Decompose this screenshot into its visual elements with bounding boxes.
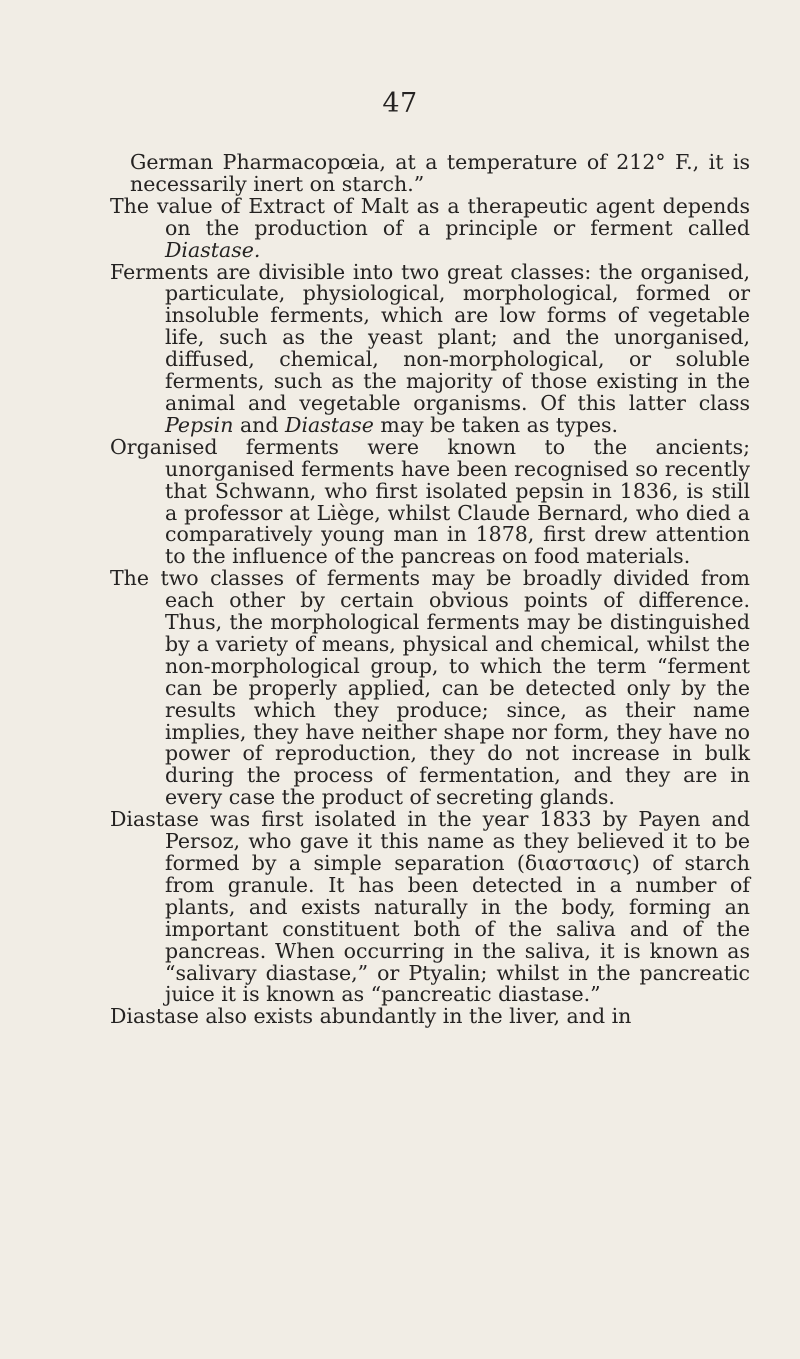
paragraph-text: Diastase was first isolated in the year 1833 by Payen and Persoz, who gave it this name as they believed it to be formed by a simple separation (διαστασις) of starch from granule. It has been detected in a number of plants, and exists naturally in the body, forming an important constituent both of the saliva and of the pancreas. When occurring in the saliva, it is known as “salivary diastase,” or Ptyalin; whilst in the pancreatic juice it is known as “pancreatic diastase.” [110, 807, 750, 1007]
paragraph-diastase-liver [110, 1006, 750, 1028]
paragraph-text: The two classes of ferments may be broadly divided from each other by certain obvious points of difference. Thus, the morphological ferments may be distinguished by a variety of means, physical and chemical, whilst the non-morphological group, to which the term “ferment can be properly applied, can be detected only by the results which they produce; since, as their name implies, they have neither shape nor form, they have no power of reproduction, they do not increase in bulk during the process of fermentation, and they are in every case the product of secreting glands. [110, 566, 750, 810]
paragraph-text: Organised ferments were known to the ancients; unorganised ferments have been recognised so recently that Schwann, who first isolated pepsin in 1836, is still a professor at Liège, whilst Claude Bernard, who died a comparatively young man in 1878, first drew attention to the influence of the pancreas on food materials. [110, 434, 750, 569]
italic-term: Diastase. [165, 237, 261, 262]
paragraph-diastase-history [110, 809, 750, 1006]
paragraph-organised-ferments [110, 434, 750, 569]
paragraph-continuation [110, 152, 750, 196]
paragraph-text: German Pharmacopœia, at a temperature of 212° F., it is necessarily inert on starch.” [130, 150, 750, 196]
paragraph-text: may be taken as types. [373, 412, 619, 437]
paragraph-diastase-intro [110, 193, 750, 262]
paragraph-text: and [233, 412, 286, 437]
paragraph-ferment-classes [110, 259, 750, 437]
page-number: 47 [382, 88, 418, 119]
italic-term-pepsin: Pepsin [165, 412, 234, 437]
body-text [110, 152, 750, 1028]
paragraph-text: Ferments are divisible into two great classes: the organised, particulate, physiological, morphological, formed or insoluble ferments, which are low forms of vegetable life, such as the yeast plant; and the unorganised, diffused, chemical, non-morphological, or soluble ferments, such as the majority of those existing in the animal and vegetable organisms. Of this latter class [110, 259, 750, 415]
paragraph-text: The value of Extract of Malt as a therapeutic agent depends on the production of a principle or ferment called [110, 193, 750, 240]
paragraph-two-classes [110, 568, 750, 809]
italic-term-diastase: Diastase [285, 412, 374, 437]
paragraph-text: Diastase also exists abundantly in the liver, and in [110, 1004, 632, 1029]
